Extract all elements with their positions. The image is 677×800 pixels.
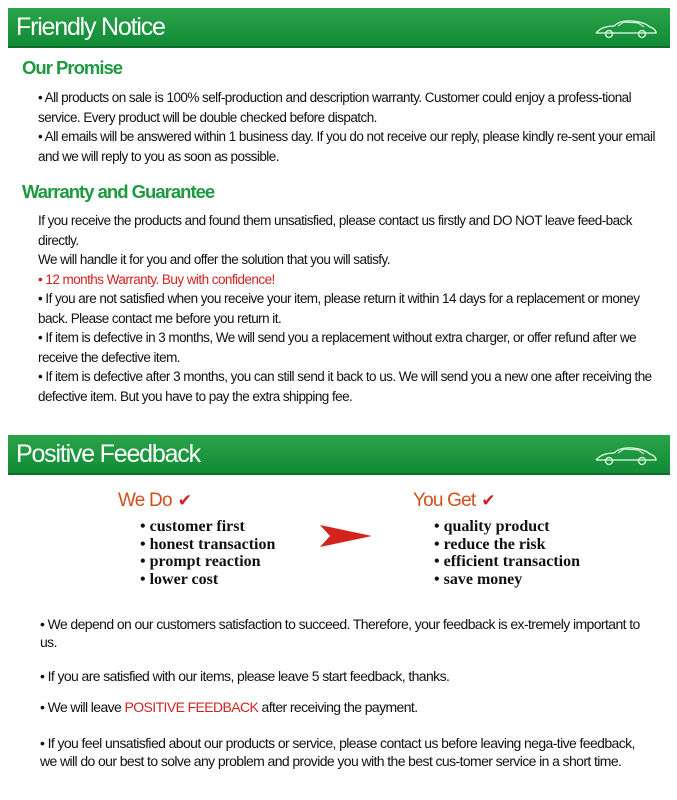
list-item: • quality product bbox=[434, 518, 580, 536]
you-get-list bbox=[434, 518, 580, 588]
positive-feedback-banner bbox=[8, 435, 670, 475]
we-do-list bbox=[140, 518, 275, 588]
list-item: • lower cost bbox=[140, 571, 275, 589]
warranty-highlight: • 12 months Warranty. Buy with confidence! bbox=[38, 271, 275, 287]
feedback-paragraph-3 bbox=[40, 698, 650, 716]
feedback-paragraph-2: • If you are satisfied with our items, please leave 5 start feedback, thanks. bbox=[40, 668, 450, 684]
list-item: • prompt reaction bbox=[140, 553, 275, 571]
warranty-item: • If item is defective in 3 months, We will send you a replacement without extra charger, or offer refund after we receive the defective item. bbox=[38, 330, 637, 365]
right-arrow-icon bbox=[318, 521, 374, 551]
we-do-label: We Do bbox=[118, 490, 172, 511]
list-item: • save money bbox=[434, 571, 580, 589]
friendly-notice-banner bbox=[8, 8, 670, 48]
our-promise-text bbox=[38, 88, 660, 166]
our-promise-heading: Our Promise bbox=[22, 57, 123, 78]
checkmark-icon: ✔ bbox=[481, 491, 495, 510]
feedback-paragraph-4: • If you feel unsatisfied about our products or service, please contact us before leaving nega-tive feedback, we will do our best to solve any problem and provide you with the best cus-tomer service in a short time. bbox=[40, 735, 635, 769]
list-item: • efficient transaction bbox=[434, 553, 580, 571]
warranty-item: • If item is defective after 3 months, you can still send it back to us. We will send you a new one after receiving the defective item. But you have to pay the extra shipping fee. bbox=[38, 369, 652, 404]
friendly-notice-title: Friendly Notice bbox=[16, 13, 165, 41]
promise-paragraph: • All emails will be answered within 1 business day. If you do not receive our reply, please kindly re-sent your email and we will reply to you as soon as possible. bbox=[38, 129, 655, 164]
list-item: • honest transaction bbox=[140, 536, 275, 554]
warranty-intro-2: We will handle it for you and offer the solution that you will satisfy. bbox=[38, 252, 390, 267]
list-item: • customer first bbox=[140, 518, 275, 536]
car-logo-icon bbox=[594, 18, 658, 40]
warranty-item: • If you are not satisfied when you receive your item, please return it within 14 days for a replacement or money back. Please contact me before you return it. bbox=[38, 291, 640, 326]
positive-feedback-highlight: POSITIVE FEEDBACK bbox=[124, 699, 259, 715]
feedback-paragraph-1: • We depend on our customers satisfaction to succeed. Therefore, your feedback is ex-tremely important to us. bbox=[40, 616, 640, 650]
warranty-heading: Warranty and Guarantee bbox=[22, 181, 215, 202]
you-get-heading bbox=[413, 490, 495, 512]
we-do-heading bbox=[118, 490, 191, 512]
checkmark-icon: ✔ bbox=[177, 491, 192, 510]
feedback-p3-text: • We will leave bbox=[40, 699, 125, 715]
you-get-label: You Get bbox=[413, 490, 476, 511]
warranty-intro: If you receive the products and found them unsatisfied, please contact us firstly and DO NOT leave feed-back directly. bbox=[38, 213, 632, 248]
car-logo-icon bbox=[594, 445, 658, 467]
feedback-p3-text: after receiving the payment. bbox=[258, 699, 418, 715]
promise-paragraph: • All products on sale is 100% self-production and description warranty. Customer could enjoy a profess-tional service. Every product will be double checked before dispatch. bbox=[38, 90, 632, 125]
warranty-text bbox=[38, 211, 660, 406]
positive-feedback-title: Positive Feedback bbox=[16, 440, 200, 468]
list-item: • reduce the risk bbox=[434, 536, 580, 554]
